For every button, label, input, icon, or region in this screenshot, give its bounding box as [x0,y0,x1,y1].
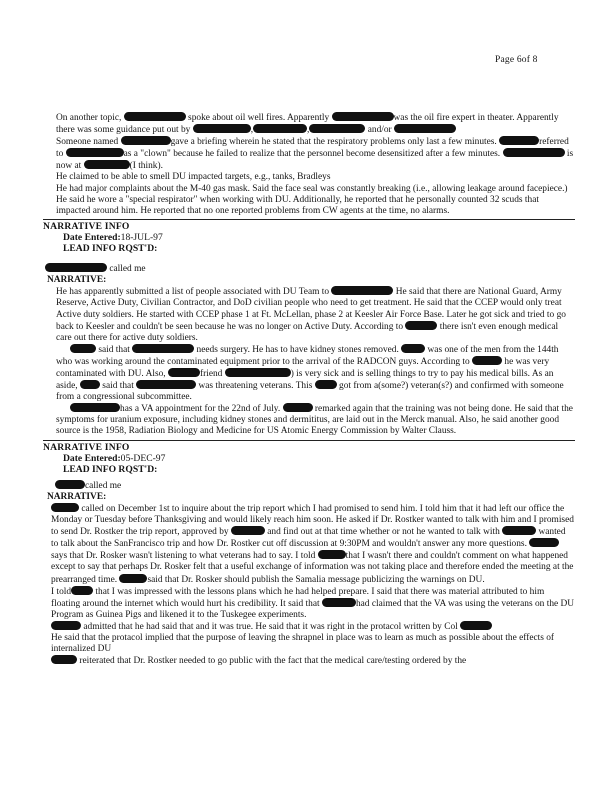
paragraph: He has apparently submitted a list of people associated with DU Team to He said that there are National Guard, Army Reserve, Active Duty, Civilian Contractor, and DoD civilian people who need to get treatment. He said that the CCEP would only treat Active duty soldiers. He started with CCEP phase 1 at Ft. McLellan, phase 2 at Keesler Air Force Base. Later he got sick and tried to go back to Keesler and couldn't be seen because he was no longer on Active Duty. According to there isn't even enough medical care out there for active duty soldiers. [56,287,566,343]
redaction-block [45,263,107,272]
redaction-block [119,574,147,583]
lead-info: LEAD INFO RQST'D: [63,463,158,475]
redaction-block [84,160,130,169]
redaction-block [502,526,536,535]
paragraph: said that needs surgery. He has to have kidney stones removed. was one of the men from the 144th who was working around the contaminated equipment prior to the arrival of the RADCON guys. According to he was very contaminated with DU. Also, friend ) is very sick and is selling things to try to pay his medical bills. As an aside, said that was threatening veterans. This got from a(some?) veteran(s?) and confirmed with someone from a congressional subcommittee. [56,344,564,403]
redaction-block [55,480,85,489]
redaction-block [70,403,120,412]
paragraph: admitted that he had said that and it was true. He said that it was right in the protacol written by Col [51,621,575,633]
narrative-label: NARRATIVE: [47,491,107,502]
paragraph: He claimed to be able to smell DU impacted targets, e.g., tanks, Bradleys [56,172,331,183]
section-heading: NARRATIVE INFO [43,219,575,232]
redaction-block [121,136,171,145]
paragraph: I told that I was impressed with the lessons plans which he had helped prepare. I said that there was material attributed to him floating around the internet which would hurt his credibility. It said that had claimed that the VA was using the veterans on the DU Program as Guinea Pigs and likened it to the Tuskegee experiments. [51,586,575,620]
redaction-block [332,112,394,121]
redaction-block [80,380,100,389]
redaction-block [460,621,492,630]
paragraph: reiterated that Dr. Rostker needed to go public with the fact that the medical care/testing ordered by the [51,655,575,667]
called-me-line: called me [55,480,575,492]
paragraph: called on December 1st to inquire about the trip report which I had promised to send him. I told him that it had left our office the Monday or Tuesday before Thanksgiving and would likely reach him soon. He asked if Dr. Rostker wanted to talk with him and I promised to send Dr. Rostker the trip report, approved by and find out at that time whether or not he wanted to talk with wanted to talk about the SanFrancisco trip and how Dr. Rostker cut off discussion at 9:30PM and wouldn't answer any more questions. says that Dr. Rosker wasn't listening to what veterans had to say. I told that I wasn't there and couldn't comment on what happened except to say that perhaps Dr. Rosker felt that a useful exchange of information was not taking place and therefore ended the meeting at the prearranged time. said that Dr. Rosker should publish the Samalia message publicizing the warnings on DU. [51,504,574,585]
redaction-block [136,380,196,389]
redaction-block [124,112,186,121]
redaction-block [71,586,93,595]
redaction-block [401,344,425,353]
date-entered: Date Entered:05-DEC-97 [63,452,166,464]
paragraph: On another topic, spoke about oil well fires. Apparently was the oil fire expert in theater. Apparently there was some guidance put out by , , and/or [56,113,559,136]
called-me-line: called me [43,263,575,275]
redaction-block [70,344,96,353]
redaction-block [331,286,393,295]
redaction-block [193,124,251,133]
narrative-entry [43,219,575,438]
narrative-entry [43,440,575,668]
redaction-block [472,356,502,365]
redaction-block [51,621,81,630]
paragraph: He said that the protacol implied that the purpose of leaving the shrapnel in place was to learn as much as possible about the effects of internalized DU [51,633,555,655]
redaction-block [168,368,200,377]
redaction-block [66,148,124,157]
redaction-block [225,368,291,377]
redaction-block [499,136,539,145]
redaction-block [322,598,356,607]
narrative-label: NARRATIVE: [47,275,107,286]
date-entered: Date Entered:18-JUL-97 [63,231,163,243]
redaction-block [529,538,559,547]
redaction-block [231,526,265,535]
lead-info: LEAD INFO RQST'D: [63,243,158,255]
redaction-block [394,124,456,133]
redaction-block [283,403,313,412]
section-heading: NARRATIVE INFO [43,440,575,453]
redaction-block [132,344,194,353]
paragraph: has a VA appointment for the 22nd of July. remarked again that the training was not being done. He said that the symptoms for uranium exposure, including kidney stones and dermititus, are laid out in the Merck manual. Also, he said another good source is the 1958, Radiation Biology and Medicine for US Atomic Energy Commission by Walter Clauss. [56,404,573,437]
redaction-block [318,550,346,559]
redaction-block [51,655,77,664]
redaction-block [503,148,565,157]
page-number: Page 6of 8 [495,55,538,65]
redaction-block [405,321,437,330]
oil-fires-section [43,112,575,217]
paragraph: He had major complaints about the M-40 gas mask. Said the face seal was constantly breaking (i.e., allowing leakage around facepiece.) He said he wore a "special respirator" when working with DU. Additionally, he reported that he personally counted 32 scuds that impacted around him. He reported that no one reported problems from CW agents at the time, no alarms. [56,183,568,216]
redaction-block [315,380,337,389]
document-body [43,112,575,667]
redaction-block [309,124,365,133]
redaction-block [51,503,79,512]
paragraph: Someone named gave a briefing wherein he stated that the respiratory problems only last a few minutes. referred to as a "clown" because he failed to realize that the personnel become desensitized after a few minutes. is now at (I think). [56,137,574,172]
redaction-block [253,124,307,133]
